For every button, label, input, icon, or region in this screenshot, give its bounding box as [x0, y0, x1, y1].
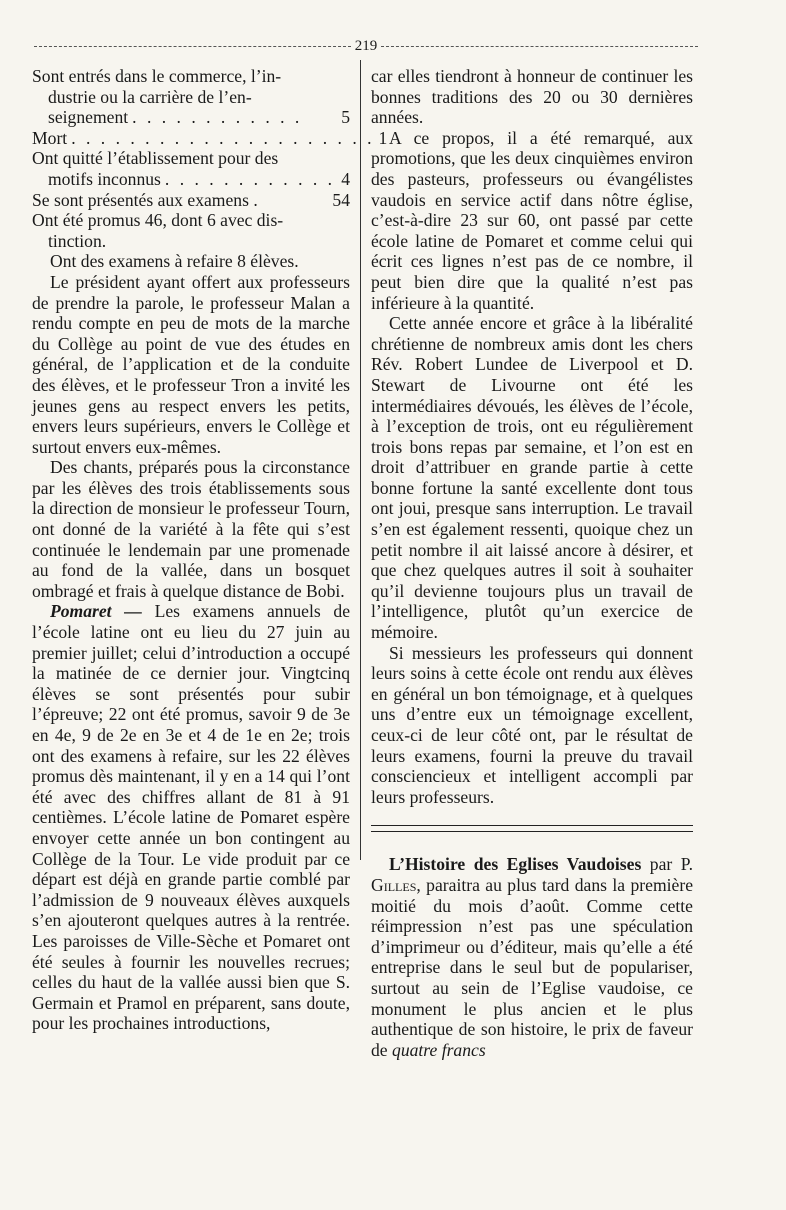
- right-column: [371, 66, 693, 1060]
- stats-line: Ont des examens à refaire 8 élèves.: [50, 251, 299, 272]
- stats-value: 1: [378, 127, 388, 148]
- paragraph: Le président ayant offert aux professeurs de prendre la parole, le professeur Malan a rendu compte en peu de mots de la marche du Collège au point de vue des études en général, de l’application et de la conduite des élèves, et le professeur Tron a invité les jeunes gens au respect envers les petits, envers leurs supérieurs, envers le Collège et surtout envers eux-mêmes.: [32, 271, 350, 457]
- stats-line: tinction.: [48, 230, 107, 251]
- stats-label: motifs inconnus: [48, 168, 161, 189]
- stats-row: [32, 127, 388, 149]
- paragraph: [32, 601, 350, 1033]
- leader-dots: . . . . . . . . . . . .: [164, 168, 336, 189]
- section-heading: L’Histoire des Eglises Vaudoises: [389, 854, 642, 875]
- stats-value: 4: [341, 168, 350, 189]
- stats-value: 5: [341, 107, 350, 128]
- stats-line: Sont entrés dans le commerce, l’in-: [32, 66, 282, 86]
- page-number: 219: [354, 38, 378, 54]
- column-divider: [360, 60, 361, 860]
- header-rule-left: [34, 46, 351, 47]
- stats-row: [32, 169, 350, 190]
- stats-line: Ont été promus 46, dont 6 avec dis-: [32, 210, 284, 231]
- leader-dots: . . . . . . . . . . . . . . . . . . . . .: [71, 127, 375, 148]
- stats-label: seignement: [48, 107, 129, 128]
- section-divider: [371, 825, 693, 832]
- stats-line: Ont quitté l’établissement pour des: [32, 148, 279, 169]
- stats-row: [32, 190, 350, 211]
- stats-label: Mort: [32, 127, 68, 148]
- author-name: Gilles: [371, 874, 417, 895]
- stats-label: Se sont présentés aux examens .: [32, 189, 258, 210]
- paragraph-text: Les examens annuels de l’école latine ont eu lieu du 27 juin au premier juillet; celui d’introduction a occupé la matinée de ce dernier jour. Vingtcinq élèves se sont présentés pour subir l’épreuve; 22 ont été promus, savoir 9 de 3e en 4e, 9 de 2e en 3e et 4 de 1e en 2e; trois ont des examens à refaire, sur les 22 élèves promus dès maintenant, il y en a 14 qui l’ont été avec des chiffres allant de 81 à 91 centièmes. L’école latine de Pomaret espère envoyer cette année un bon contingent au Collège de la Tour. Le vide produit par ce départ est déjà en grande partie comblé par l’admission de 9 nouveaux élèves auxquels s’en ajouteront quelques autres à la rentrée. Les paroisses de Ville-Sèche et Pomaret ont été seules à fournir les nouvelles recrues; celles du haut de la vallée aussi bien que S. Germain et Pramol en préparent, sans doute, pour les prochaines introductions,: [32, 601, 351, 1034]
- paragraph: [371, 854, 693, 1060]
- paragraph: Si messieurs les professeurs qui donnent leurs soins à cette école ont rendu aux élèves en général un bon témoignage, et à quelques uns d’entre eux un témoignage excellent, ceux-ci de leur côté ont, par le résultat de leurs examens, fourni la preuve du travail consciencieux et intelligent accompli par leurs professeurs.: [371, 642, 693, 807]
- leader-dots: . . . . . . . . . . . .: [132, 107, 303, 128]
- paragraph-text: par P.: [649, 854, 693, 875]
- left-column: [32, 66, 388, 1034]
- paragraph: Cette année encore et grâce à la libéralité chrétienne de nombreux amis dont les chers Rév. Robert Lundee de Liverpool et D. Stewart de Livourne ont été les intermédiaires dévoués, les élèves de l’école, à l’exception de trois, ont eu régulièrement trois bons repas par semaine, et l’on est en droit d’attribuer en grande partie à cette bonne fortune la santé excellente dont tous ont joui, presque sans interruption. Le travail s’en est également ressenti, quoique chez un petit nombre il ait laissé ancore à désirer, et que chez quelques autres il soit à souhaiter qu’il devienne toujours plus un travail de l’intelligence, plutôt qu’un exercice de mémoire.: [371, 313, 693, 643]
- paragraph-text: , paraitra au plus tard dans la première moitié du mois d’août. Comme cette réimpression n’est pas une spéculation d’imprimeur ou d’éditeur, mais qu’elle a été entreprise dans le seul but de populariser, surtout au sein de l’Eglise vaudoise, ce monument le plus ancien et le plus authentique de son histoire, le prix de faveur de: [371, 874, 693, 1060]
- page-header: [34, 38, 698, 54]
- stats-line: dustrie ou la carrière de l’en-: [48, 86, 252, 107]
- paragraph: car elles tiendront à honneur de continuer les bonnes traditions des 20 ou 30 dernières années.: [371, 66, 693, 128]
- stats-value: 54: [332, 189, 350, 210]
- header-rule-right: [381, 46, 698, 47]
- paragraph: Des chants, préparés pous la circonstance par les élèves des trois établissements sous la direction de monsieur le professeur Tourn, ont donné de la variété à la fête qui s’est continuée le lendemain par une promenade au fond de la vallée, dans un bosquet ombragé et frais à quelque distance de Bobi.: [32, 457, 350, 601]
- paragraph: A ce propos, il a été remarqué, aux promotions, que les deux cinquièmes environ des pasteurs, professeurs ou évangélistes vaudois en service actif dans nôtre église, c’est-à-dire 23 sur 60, ont passé par cette école latine de Pomaret et comme celui qui écrit ces lignes n’est pas de ce nombre, il peut bien dire que la qualité n’est pas inférieure à la quantité.: [371, 127, 693, 313]
- section-heading: Pomaret —: [50, 601, 142, 622]
- stats-row: [32, 107, 350, 128]
- price-text: quatre francs: [392, 1039, 486, 1060]
